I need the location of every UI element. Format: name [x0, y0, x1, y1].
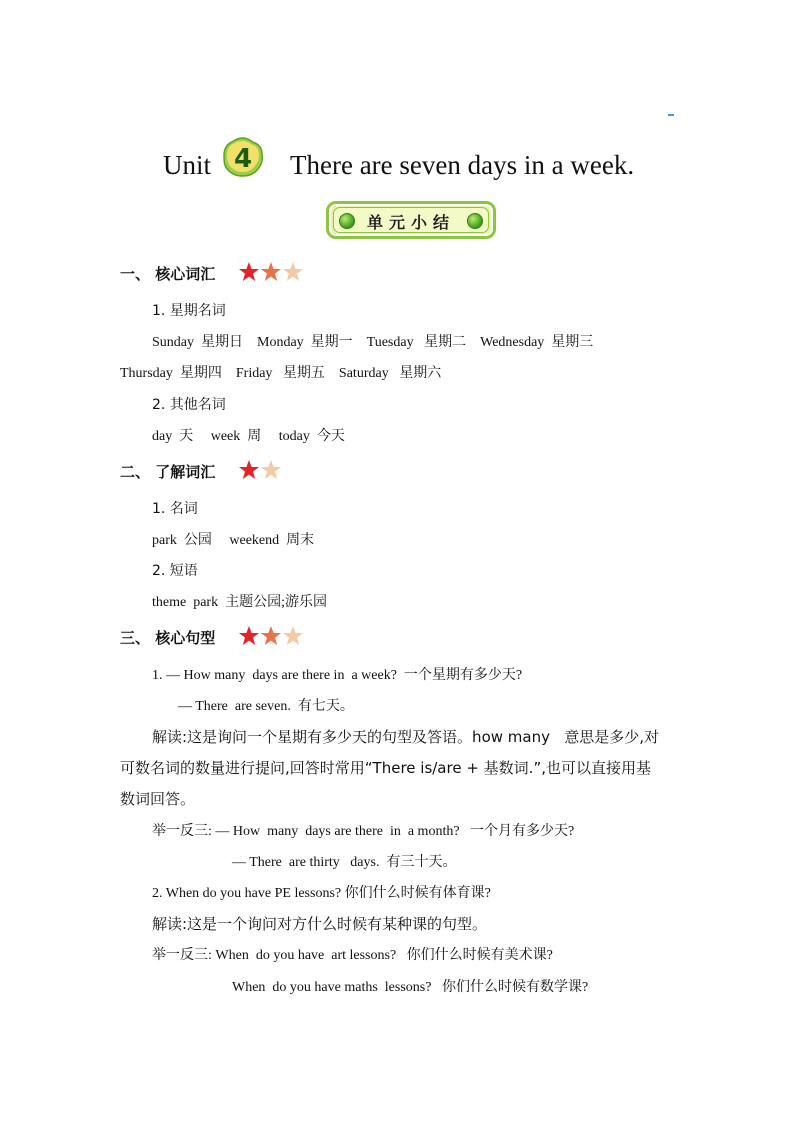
explanation-line: 可数名词的数量进行提问,回答时常用“There is/are + 基数词.”,也可以直接用基 — [120, 759, 651, 777]
star-icon — [283, 262, 303, 281]
unit-label: Unit — [163, 150, 212, 180]
example-answer: — There are thirty days. 有三十天。 — [232, 855, 457, 870]
star-icon — [261, 626, 281, 645]
star-icon — [261, 460, 281, 479]
vocab-line: park 公园 weekend 周末 — [152, 533, 315, 548]
explanation-line: 解读:这是一个询问对方什么时候有某种课的句型。 — [152, 915, 488, 933]
star-rating-3 — [238, 625, 304, 647]
subheading: 1. 名词 — [152, 501, 198, 517]
star-rating-3 — [238, 261, 304, 283]
sentence-question: 1. — How many days are there in a week? 一个星期有多少天? — [152, 668, 523, 683]
vocab-line: Sunday 星期日 Monday 星期一 Tuesday 星期二 Wednesday 星期三 — [152, 335, 594, 350]
sentence-answer: — There are seven. 有七天。 — [178, 699, 354, 714]
star-icon — [261, 262, 281, 281]
example-question: 举一反三: When do you have art lessons? 你们什么时候有美术课? — [152, 948, 553, 963]
star-rating-2 — [238, 459, 282, 481]
star-icon — [283, 626, 303, 645]
unit-number-badge — [222, 136, 264, 178]
unit-number: 4 — [233, 144, 253, 174]
unit-title: There are seven days in a week. — [290, 150, 635, 180]
vocab-line: theme park 主题公园;游乐园 — [152, 595, 327, 610]
section-heading-understand-vocab: 二、 了解词汇 — [120, 463, 216, 481]
unit-summary-banner — [326, 201, 496, 239]
example-question: 举一反三: — How many days are there in a month? 一个月有多少天? — [152, 824, 575, 839]
banner-label: 单元小结 — [366, 213, 455, 232]
section-heading-core-sentences: 三、 核心句型 — [120, 629, 216, 647]
star-icon — [239, 626, 259, 645]
corner-mark — [668, 114, 674, 116]
vocab-line: day 天 week 周 today 今天 — [152, 429, 345, 444]
subheading: 1. 星期名词 — [152, 303, 226, 319]
explanation-line: 数词回答。 — [120, 790, 196, 808]
subheading: 2. 其他名词 — [152, 397, 226, 413]
sentence-question: 2. When do you have PE lessons? 你们什么时候有体育课? — [152, 886, 491, 901]
section-heading-core-vocab: 一、 核心词汇 — [120, 265, 216, 283]
explanation-line: 解读:这是询问一个星期有多少天的句型及答语。how many 意思是多少,对 — [152, 728, 660, 746]
example-question: When do you have maths lessons? 你们什么时候有数学课? — [232, 980, 589, 995]
star-icon — [239, 460, 259, 479]
subheading: 2. 短语 — [152, 563, 198, 579]
star-icon — [239, 262, 259, 281]
vocab-line: Thursday 星期四 Friday 星期五 Saturday 星期六 — [120, 366, 442, 381]
